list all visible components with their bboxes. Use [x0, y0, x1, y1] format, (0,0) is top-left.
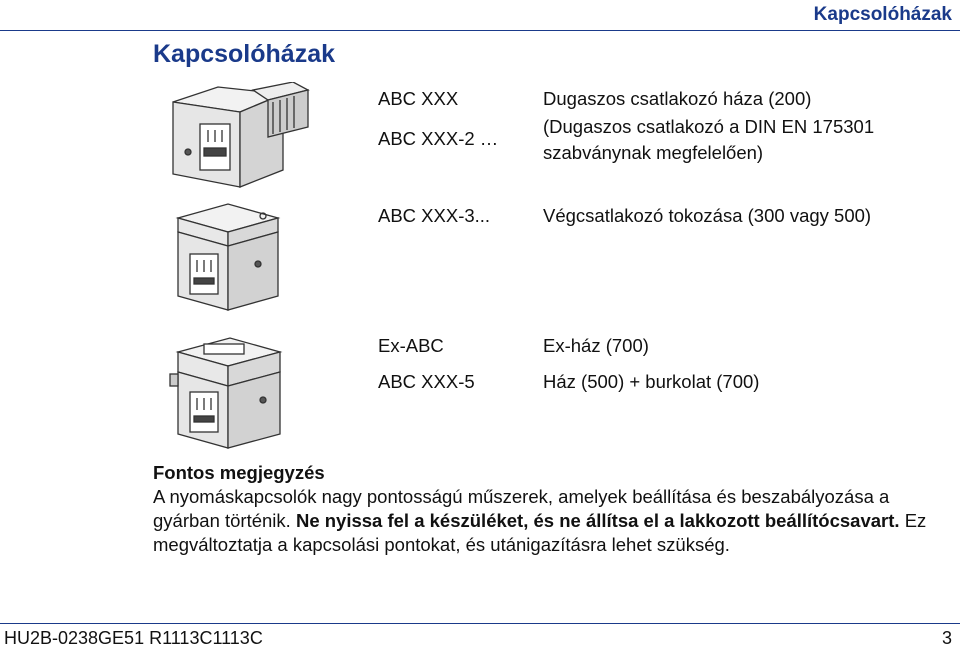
header-rule [0, 30, 960, 31]
footer-page-number: 3 [941, 628, 952, 648]
row1-desc-3: szabványnak megfelelően) [543, 142, 764, 163]
row1-code-1: ABC XXX [378, 88, 459, 109]
row3-code-1: Ex-ABC [378, 335, 444, 356]
row2-code-1: ABC XXX-3... [378, 205, 491, 226]
row2-desc-1: Végcsatlakozó tokozása (300 vagy 500) [543, 205, 872, 226]
row1-code-2: ABC XXX-2 … [378, 128, 499, 149]
ex-housing-image [168, 330, 288, 455]
row1-desc-1: Dugaszos csatlakozó háza (200) [543, 88, 812, 109]
row3-desc-1: Ex-ház (700) [543, 335, 649, 356]
footer-doc-id: HU2B-0238GE51 R1113C1113C [4, 628, 263, 648]
running-header-title: Kapcsolóházak [813, 4, 952, 25]
row3-code-2: ABC XXX-5 [378, 371, 475, 392]
note-heading: Fontos megjegyzés [153, 462, 325, 483]
page-title: Kapcsolóházak [153, 40, 336, 68]
row3-desc-2: Ház (500) + burkolat (700) [543, 371, 760, 392]
note-warning: Ne nyissa fel a készüléket, és ne állítsa el a lakkozott beállítócsavart. [295, 510, 900, 531]
footer-rule [0, 623, 960, 624]
important-note [153, 461, 943, 557]
note-body [153, 485, 943, 557]
note-text-2: Ez megváltoztatja a kapcsolási pontokat, és utánigazításra lehet szükség. [153, 510, 927, 555]
terminal-housing-image [168, 198, 288, 318]
note-text-1: A nyomáskapcsolók nagy pontosságú műszerek, amelyek beállítása és beszabályozása a gyárban történik. [153, 486, 890, 531]
plug-connector-housing-image [168, 82, 318, 192]
row1-desc-2: (Dugaszos csatlakozó a DIN EN 175301 [543, 116, 875, 137]
